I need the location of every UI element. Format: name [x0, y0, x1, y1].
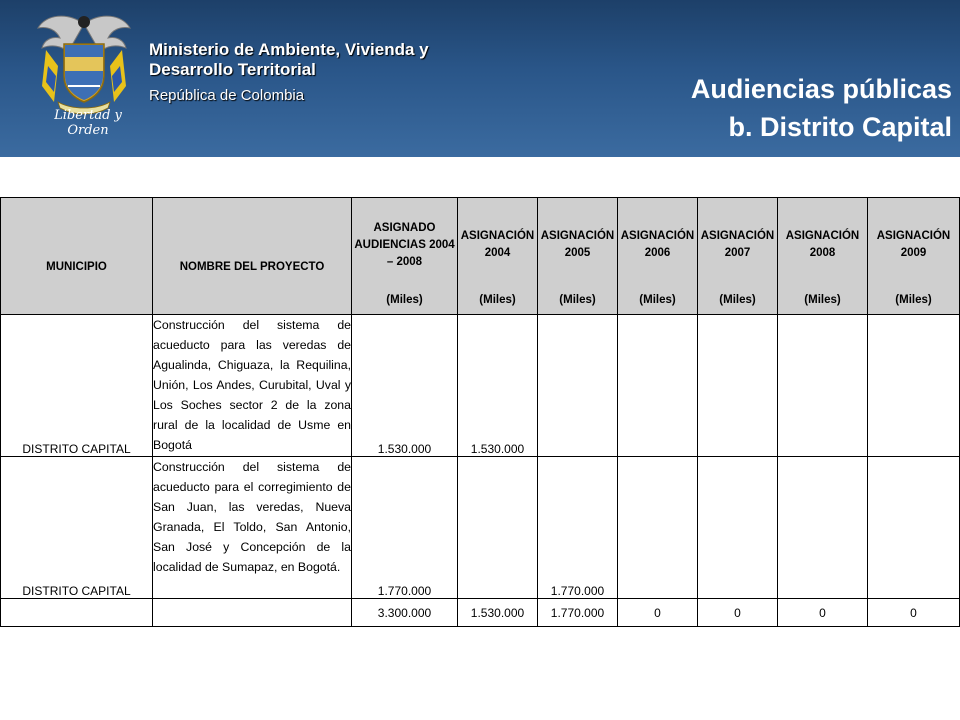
title-line-2: b. Distrito Capital — [728, 112, 952, 142]
cell-municipio: DISTRITO CAPITAL — [1, 457, 153, 599]
cell-2006 — [618, 457, 698, 599]
cell-2007 — [698, 315, 778, 457]
cell-2009 — [868, 315, 960, 457]
total-municipio — [1, 599, 153, 627]
total-asignado: 3.300.000 — [352, 599, 458, 627]
ministry-line-1: Ministerio de Ambiente, Vivienda y — [149, 40, 429, 59]
header-asignado-audiencias: ASIGNADO AUDIENCIAS 2004 – 2008 (Miles) — [352, 198, 458, 315]
header-asignacion-2009: ASIGNACIÓN 2009 (Miles) — [868, 198, 960, 315]
cell-2008 — [778, 315, 868, 457]
header-asignacion-2006: ASIGNACIÓN 2006 (Miles) — [618, 198, 698, 315]
cell-asignado: 1.770.000 — [352, 457, 458, 599]
total-2008: 0 — [778, 599, 868, 627]
cell-asignado: 1.530.000 — [352, 315, 458, 457]
title-line-1: Audiencias públicas — [690, 74, 952, 104]
motto-text: Libertad y Orden — [54, 108, 122, 138]
cell-2004: 1.530.000 — [458, 315, 538, 457]
total-2006: 0 — [618, 599, 698, 627]
cell-2007 — [698, 457, 778, 599]
cell-2005: 1.770.000 — [538, 457, 618, 599]
cell-proyecto: Construcción del sistema de acueducto para el corregimiento de San Juan, las veredas, Nueva Granada, El Toldo, San Antonio, San José y Concepción de la localidad de Sumapaz, en Bogotá. — [153, 457, 352, 599]
table-header-row — [1, 198, 960, 315]
cell-proyecto: Construcción del sistema de acueducto para las veredas de Agualinda, Chiguaza, la Requilina, Unión, Los Andes, Curubital, Uval y Los Soches sector 2 de la zona rural de la localidad de Usme en Bogotá — [153, 315, 352, 457]
table-row — [1, 457, 960, 599]
total-2004: 1.530.000 — [458, 599, 538, 627]
page-title — [691, 70, 952, 146]
header-asignacion-2008: ASIGNACIÓN 2008 (Miles) — [778, 198, 868, 315]
cell-2005 — [538, 315, 618, 457]
total-proyecto — [153, 599, 352, 627]
ministry-name — [149, 40, 429, 80]
cell-municipio: DISTRITO CAPITAL — [1, 315, 153, 457]
total-2009: 0 — [868, 599, 960, 627]
cell-2009 — [868, 457, 960, 599]
republic-name: República de Colombia — [149, 87, 305, 104]
cell-2006 — [618, 315, 698, 457]
total-2007: 0 — [698, 599, 778, 627]
header-asignacion-2007: ASIGNACIÓN 2007 (Miles) — [698, 198, 778, 315]
header-asignacion-2004: ASIGNACIÓN 2004 (Miles) — [458, 198, 538, 315]
allocation-table — [0, 197, 960, 627]
header-banner — [0, 0, 960, 157]
ministry-line-2: Desarrollo Territorial — [149, 60, 316, 79]
table-row — [1, 315, 960, 457]
cell-2004 — [458, 457, 538, 599]
total-2005: 1.770.000 — [538, 599, 618, 627]
header-municipio: MUNICIPIO — [1, 198, 153, 315]
header-nombre-proyecto: NOMBRE DEL PROYECTO — [153, 198, 352, 315]
cell-2008 — [778, 457, 868, 599]
totals-row — [1, 599, 960, 627]
header-asignacion-2005: ASIGNACIÓN 2005 (Miles) — [538, 198, 618, 315]
